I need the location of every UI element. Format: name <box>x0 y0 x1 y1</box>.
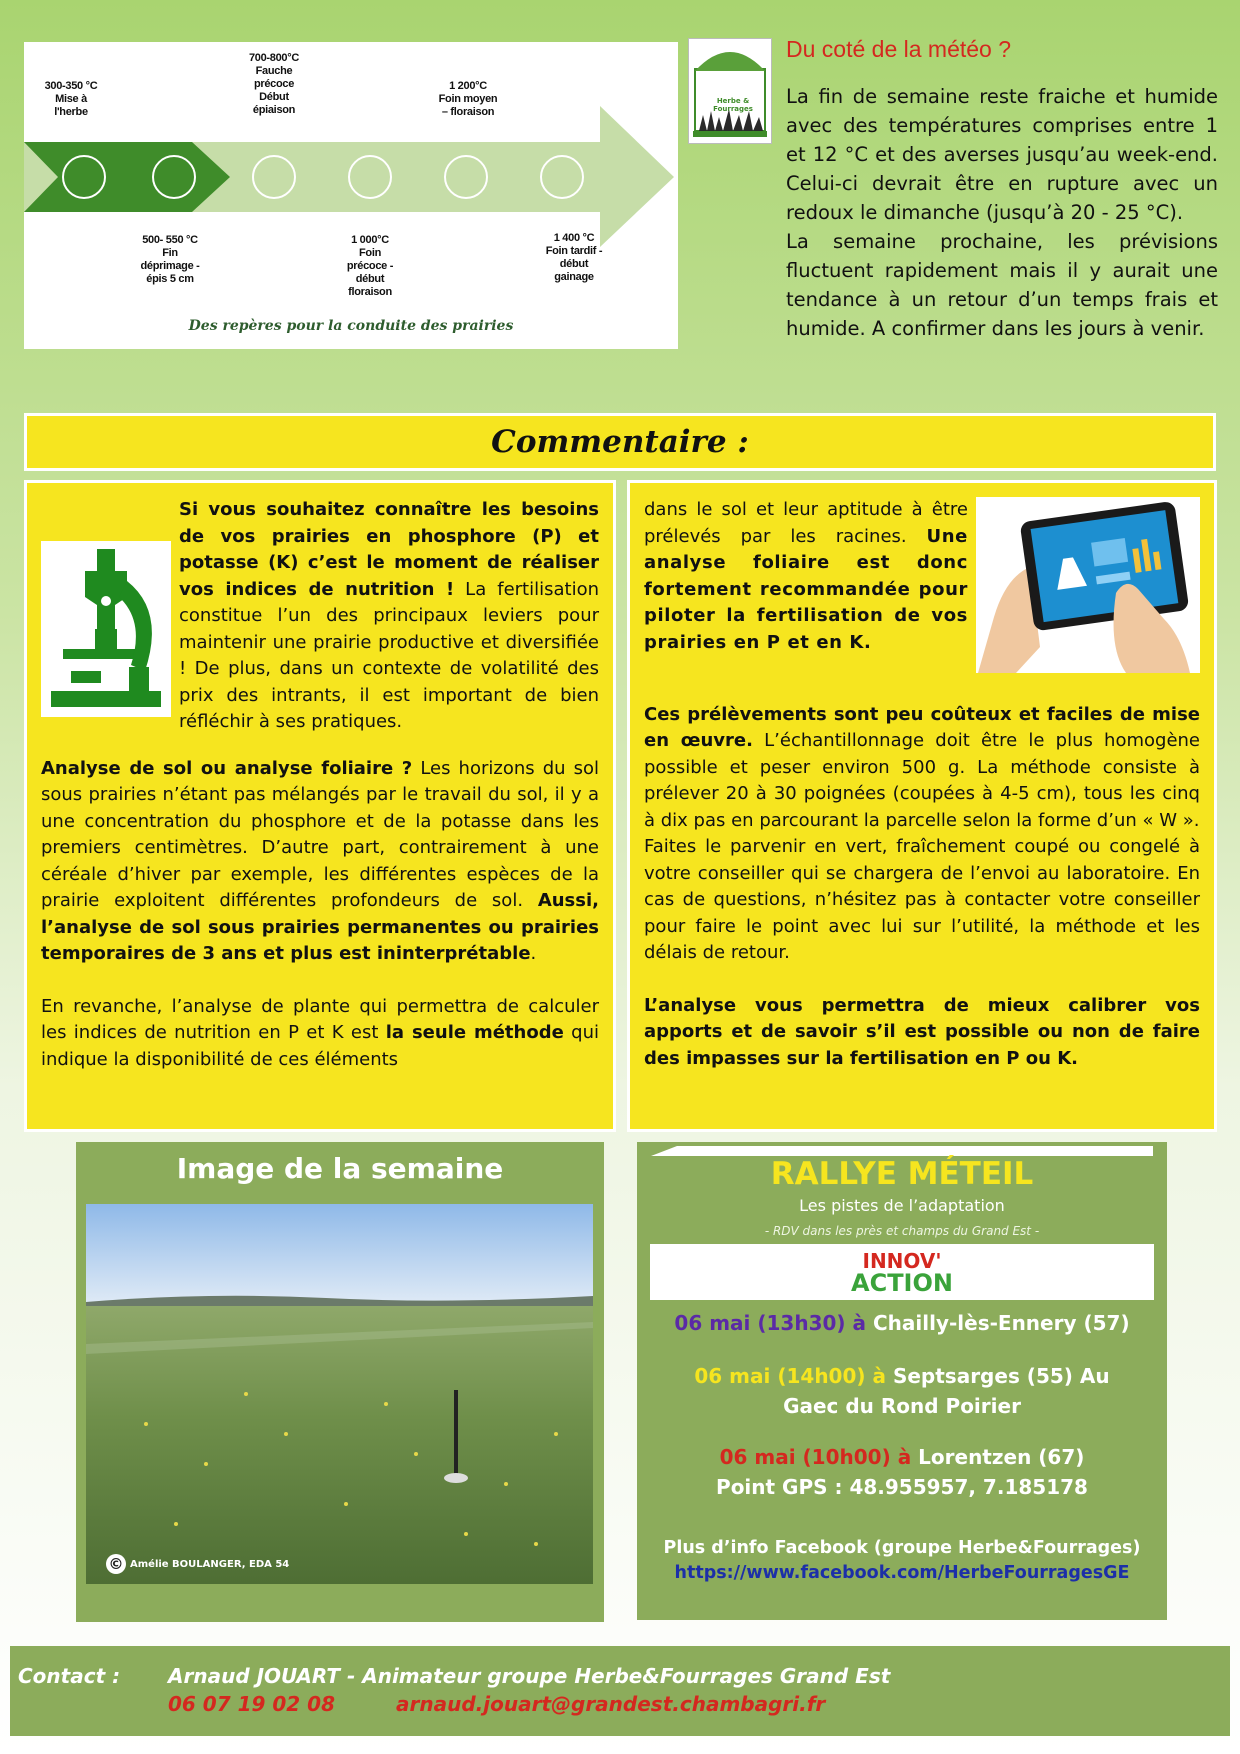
left-p3-bold: la seule méthode <box>385 1022 564 1043</box>
timeline-label-1: 300-350 °C Mise à l'herbe <box>44 80 98 118</box>
event-3-line2: Point GPS : 48.955957, 7.185178 <box>716 1475 1088 1499</box>
commentaire-title: Commentaire : <box>491 424 749 460</box>
image-of-week-title: Image de la semaine <box>176 1152 504 1185</box>
copyright-icon: © <box>106 1554 126 1574</box>
left-intro-bold: Si vous souhaitez connaître les besoins de vos prairies en phosphore (P) et potasse (K) c’est le moment de réaliser vos indices de nutrition ! <box>179 499 599 600</box>
timeline-card <box>24 42 678 349</box>
contact-label: Contact : <box>18 1664 121 1688</box>
rallye-title: RALLYE MÉTEIL <box>770 1156 1034 1192</box>
left-paragraph-2 <box>41 756 599 968</box>
event-3 <box>637 1442 1167 1502</box>
right-p1-bold: Une analyse foliaire est donc fortement recommandée pour piloter la fertilisation de vos prairies en P et en K. <box>644 525 968 653</box>
timeline-circle-6 <box>540 155 584 199</box>
timeline-label-3: 700-800°C Fauche précoce Début épiaison <box>248 52 299 116</box>
left-p2-end: . <box>530 943 537 964</box>
action-text: ACTION <box>851 1269 953 1297</box>
commentaire-banner <box>24 413 1216 471</box>
contact-bar <box>10 1646 1230 1736</box>
timeline-caption: Des repères pour la conduite des prairies <box>188 318 514 334</box>
photo-credit-text: Amélie BOULANGER, EDA 54 <box>130 1558 290 1570</box>
left-p3-end: qui indique la disponibilité de ces éléments <box>41 1022 600 1070</box>
event-2-date: 06 mai (14h00) à <box>694 1364 886 1388</box>
logo-herbe-fourrages <box>688 38 772 144</box>
timeline-label-6: 1 400 °C Foin tardif - début gainage <box>545 232 603 283</box>
tablet-hand-icon <box>976 497 1200 682</box>
photo-credit <box>106 1554 289 1574</box>
weather-title: Du coté de la météo ? <box>786 36 1012 62</box>
rallye-info-text: Plus d’info Facebook (groupe Herbe&Fourrages) <box>663 1538 1141 1558</box>
meadow-photo <box>86 1204 593 1584</box>
timeline-circle-1 <box>62 155 106 199</box>
rallye-subtitle: Les pistes de l’adaptation <box>799 1196 1005 1215</box>
left-p2-text: Les horizons du sol sous prairies n’étant pas mélangés par le travail du sol, il y a une concentration du phosphore et de la potasse dans les premiers centimètres. D’autre part, contrairement à une céréale d’hiver par exemple, les différentes espèces de la prairie exploitent différentes profondeurs de sol. <box>41 757 599 911</box>
innov-text: INNOV' <box>862 1249 942 1273</box>
weather-text <box>786 82 1218 343</box>
right-paragraph-4 <box>644 993 1200 1073</box>
left-intro <box>41 497 599 736</box>
right-p2-text: L’échantillonnage doit être le plus homogène possible et peser environ 500 g. La méthode consiste à prélever 20 à 30 poignées (coupées à 4-5 cm), tous les cinq à dix pas en parcourant la parcelle selon la forme d’un « W ». <box>644 730 1201 831</box>
event-2 <box>637 1361 1167 1421</box>
left-p2-bold2: Aussi, l’analyse de sol sous prairies permanentes ou prairies temporaires de 3 ans et plus est ininterprétable <box>41 890 599 964</box>
timeline-arrow-graphic <box>24 42 678 349</box>
facebook-link[interactable]: https://www.facebook.com/HerbeFourragesGE <box>674 1563 1130 1583</box>
event-2-place: Septsarges (55) Au <box>885 1364 1110 1388</box>
left-p2-bold: Analyse de sol ou analyse foliaire ? <box>41 757 413 779</box>
timeline-circle-4 <box>348 155 392 199</box>
left-intro-text: La fertilisation constitue l’un des principaux leviers pour maintenir une prairie productive et diversifiée ! De plus, dans un contexte de volatilité des prix des intrants, il est important de bien réfléchir à ses pratiques. <box>179 578 599 732</box>
weather-paragraph-1: La fin de semaine reste fraiche et humide avec des températures comprises entre 1 et 12 °C et des averses jusqu’au week-end. Celui-ci devrait être en rupture avec un redoux le dimanche (jusqu’à 20 - 25 °C). <box>786 85 1218 224</box>
microscope-icon <box>41 541 171 726</box>
left-paragraph-3 <box>41 994 599 1074</box>
weather-paragraph-2: La semaine prochaine, les prévisions fluctuent rapidement mais il y aurait une tendance à un retour d’un temps frais et humide. A confirmer dans les jours à venir. <box>786 230 1218 340</box>
image-of-week-panel <box>76 1142 604 1622</box>
timeline-circle-3 <box>252 155 296 199</box>
right-column <box>627 480 1217 1132</box>
left-p3-text: En revanche, l’analyse de plante qui permettra de calculer les indices de nutrition en P et K est <box>41 995 599 1043</box>
contact-phone[interactable]: 06 07 19 02 08 <box>168 1692 336 1716</box>
innov-action-logo <box>650 1244 1154 1300</box>
timeline-label-4: 1 000°C Foin précoce - début floraison <box>346 234 394 298</box>
left-column <box>24 480 616 1132</box>
contact-email[interactable]: arnaud.jouart@grandest.chambagri.fr <box>396 1692 826 1716</box>
right-paragraph-1 <box>644 497 1200 656</box>
rallye-top-stripe <box>637 1142 1167 1156</box>
right-p2-bold: Ces prélèvements sont peu coûteux et faciles de mise en œuvre. <box>644 703 1200 751</box>
timeline-label-2: 500- 550 °C Fin déprimage - épis 5 cm <box>140 234 200 285</box>
rallye-rdv: - RDV dans les près et champs du Grand Est - <box>764 1224 1040 1238</box>
right-p4-bold: L’analyse vous permettra de mieux calibrer vos apports et de savoir s’il est possible ou non de faire des impasses sur la fertilisation en P ou K. <box>644 994 1200 1069</box>
right-p1-text: dans le sol et leur aptitude à être prélevés par les racines. <box>644 499 968 547</box>
event-1-date: 06 mai (13h30) à <box>674 1311 866 1335</box>
event-1 <box>637 1308 1167 1338</box>
rallye-panel <box>637 1142 1167 1620</box>
contact-name: Arnaud JOUART - Animateur groupe Herbe&Fourrages Grand Est <box>168 1664 891 1688</box>
event-2-line2: Gaec du Rond Poirier <box>783 1394 1021 1418</box>
timeline-circle-2 <box>152 155 196 199</box>
right-paragraph-2 <box>644 702 1200 835</box>
rallye-info <box>637 1536 1167 1586</box>
right-paragraph-3: Faites le parvenir en vert, fraîchement coupé ou congelé à votre conseiller qui se chargera de l’envoi au laboratoire. En cas de questions, n’hésitez pas à contacter votre conseiller pour faire le point avec lui sur l’utilité, la méthode et les délais de retour. <box>644 836 1200 963</box>
event-3-place: Lorentzen (67) <box>911 1445 1085 1469</box>
event-1-place: Chailly-lès-Ennery (57) <box>866 1311 1130 1335</box>
event-3-date: 06 mai (10h00) à <box>719 1445 912 1469</box>
logo-text: Herbe & Fourrages <box>713 97 753 113</box>
timeline-circle-5 <box>444 155 488 199</box>
timeline-label-5: 1 200°C Foin moyen – floraison <box>438 80 498 118</box>
logo-graphic <box>689 39 771 143</box>
